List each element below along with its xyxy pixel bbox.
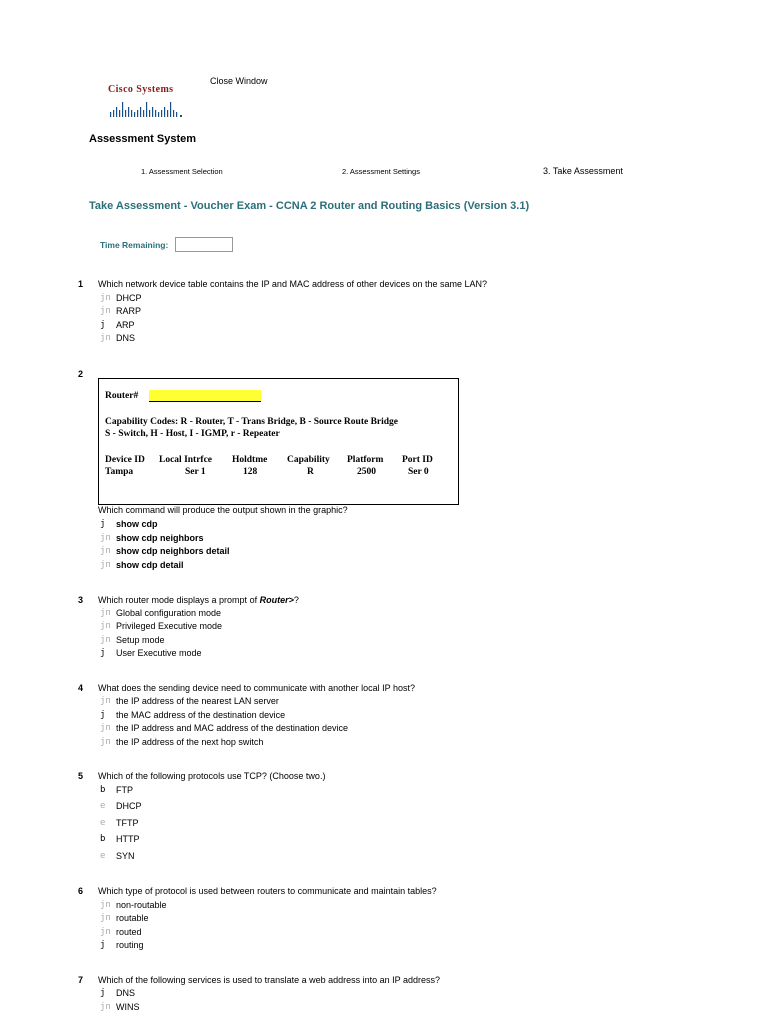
option-label: Privileged Executive mode xyxy=(116,620,223,631)
answer-option[interactable] xyxy=(100,1000,140,1013)
checkbox-icon[interactable]: e xyxy=(100,850,106,861)
question-text: Which network device table contains the IP and MAC address of other devices on the same LAN? xyxy=(98,279,488,289)
answer-option[interactable] xyxy=(100,291,142,304)
question-number: 4 xyxy=(78,683,84,693)
radio-icon[interactable]: jn xyxy=(100,912,111,923)
radio-icon[interactable]: jn xyxy=(100,926,111,937)
time-remaining-field xyxy=(175,237,233,252)
cisco-logo xyxy=(108,84,184,120)
answer-option[interactable] xyxy=(100,735,263,748)
answer-option[interactable] xyxy=(100,938,144,951)
answer-option[interactable] xyxy=(100,304,141,317)
logo-bars-icon xyxy=(108,96,184,118)
radio-icon[interactable]: jn xyxy=(100,695,111,706)
question-text: Which of the following protocols use TCP? (Choose two.) xyxy=(98,771,326,781)
question-text: Which type of protocol is used between routers to communicate and maintain tables? xyxy=(98,886,437,896)
option-label: the MAC address of the destination device xyxy=(116,709,286,720)
answer-option[interactable] xyxy=(100,898,167,911)
radio-selected-icon[interactable]: j xyxy=(100,319,106,330)
time-remaining-label: Time Remaining: xyxy=(100,240,169,250)
exhibit-cell-holdtme: 128 xyxy=(243,467,258,477)
exhibit-cell-platform: 2500 xyxy=(357,467,376,477)
radio-icon[interactable]: jn xyxy=(100,1001,111,1012)
exhibit-cell-local-intrfce: Ser 1 xyxy=(185,467,206,477)
option-label: WINS xyxy=(116,1001,140,1012)
logo-wordmark: Cisco Systems xyxy=(108,84,174,95)
answer-option[interactable] xyxy=(100,531,204,544)
option-label: the IP address of the next hop switch xyxy=(116,736,264,747)
option-label: RARP xyxy=(116,305,142,316)
question-prompt-emphasis: Router> xyxy=(259,595,294,605)
checkbox-icon[interactable]: e xyxy=(100,800,106,811)
option-label: the IP address of the nearest LAN server xyxy=(116,695,279,706)
option-label: Setup mode xyxy=(116,634,165,645)
answer-option[interactable] xyxy=(100,544,230,557)
answer-option[interactable] xyxy=(100,633,165,646)
answer-option[interactable] xyxy=(100,318,135,331)
option-label: User Executive mode xyxy=(116,647,202,658)
radio-icon[interactable]: jn xyxy=(100,607,111,618)
radio-selected-icon[interactable]: j xyxy=(100,518,106,529)
option-label: show cdp neighbors detail xyxy=(116,545,230,556)
option-label: TFTP xyxy=(116,817,139,828)
exhibit-header-capability: Capability xyxy=(287,455,330,465)
exhibit-prompt: Router# xyxy=(105,391,139,401)
exhibit-header-local-intrfce: Local Intrfce xyxy=(159,455,213,465)
radio-selected-icon[interactable]: j xyxy=(100,647,106,658)
exhibit-codes-line-1: Capability Codes: R - Router, T - Trans Bridge, B - Source Route Bridge xyxy=(105,417,399,427)
answer-option[interactable] xyxy=(100,799,142,812)
option-label: DHCP xyxy=(116,292,142,303)
question-text xyxy=(98,595,299,605)
radio-icon[interactable]: jn xyxy=(100,559,111,570)
option-label: Global configuration mode xyxy=(116,607,222,618)
radio-icon[interactable]: jn xyxy=(100,736,111,747)
radio-icon[interactable]: jn xyxy=(100,634,111,645)
answer-option[interactable] xyxy=(100,517,158,530)
option-label: routing xyxy=(116,939,144,950)
option-label: show cdp xyxy=(116,518,158,529)
answer-option[interactable] xyxy=(100,925,142,938)
exhibit-cell-device-id: Tampa xyxy=(105,467,134,477)
answer-option[interactable] xyxy=(100,986,135,999)
radio-selected-icon[interactable]: j xyxy=(100,987,106,998)
answer-option[interactable] xyxy=(100,619,222,632)
app-title: Assessment System xyxy=(89,133,197,145)
exhibit-graphic xyxy=(98,378,459,505)
step-take-assessment: 3. Take Assessment xyxy=(543,166,623,176)
radio-selected-icon[interactable]: j xyxy=(100,939,106,950)
question-text: Which command will produce the output shown in the graphic? xyxy=(98,505,348,515)
question-text-post: ? xyxy=(293,595,299,605)
answer-option[interactable] xyxy=(100,721,348,734)
answer-option[interactable] xyxy=(100,694,279,707)
answer-option[interactable] xyxy=(100,832,140,845)
option-label: SYN xyxy=(116,850,135,861)
answer-option[interactable] xyxy=(100,816,139,829)
exhibit-header-device-id: Device ID xyxy=(105,455,145,465)
radio-icon[interactable]: jn xyxy=(100,722,111,733)
question-number: 5 xyxy=(78,771,84,781)
option-label: DHCP xyxy=(116,800,142,811)
question-number: 3 xyxy=(78,595,84,605)
exhibit-cell-port-id: Ser 0 xyxy=(408,467,429,477)
option-label: FTP xyxy=(116,784,133,795)
step-assessment-settings: 2. Assessment Settings xyxy=(342,167,420,176)
question-number: 2 xyxy=(78,369,84,379)
exhibit-cell-capability: R xyxy=(307,467,314,477)
answer-option[interactable] xyxy=(100,331,135,344)
option-label: ARP xyxy=(116,319,135,330)
exhibit-header-platform: Platform xyxy=(347,455,384,465)
checkbox-checked-icon[interactable]: b xyxy=(100,784,106,795)
option-label: routed xyxy=(116,926,142,937)
question-number: 1 xyxy=(78,279,84,289)
checkbox-checked-icon[interactable]: b xyxy=(100,833,106,844)
exhibit-header-port-id: Port ID xyxy=(402,455,433,465)
option-label: non-routable xyxy=(116,899,167,910)
option-label: the IP address and MAC address of the destination device xyxy=(116,722,348,733)
radio-icon[interactable]: jn xyxy=(100,620,111,631)
radio-icon[interactable]: jn xyxy=(100,545,111,556)
option-label: routable xyxy=(116,912,149,923)
radio-icon[interactable]: jn xyxy=(100,332,111,343)
option-label: show cdp detail xyxy=(116,559,184,570)
exhibit-codes-line-2: S - Switch, H - Host, I - IGMP, r - Repeater xyxy=(105,429,280,439)
question-number: 6 xyxy=(78,886,84,896)
answer-option[interactable] xyxy=(100,849,135,862)
answer-option[interactable] xyxy=(100,708,285,721)
question-text-pre: Which router mode displays a prompt of xyxy=(98,595,260,605)
option-label: HTTP xyxy=(116,833,140,844)
step-assessment-selection: 1. Assessment Selection xyxy=(141,167,223,176)
answer-option[interactable] xyxy=(100,558,184,571)
question-text: What does the sending device need to communicate with another local IP host? xyxy=(98,683,416,693)
option-label: DNS xyxy=(116,987,136,998)
option-label: DNS xyxy=(116,332,136,343)
page-title: Take Assessment - Voucher Exam - CCNA 2 Router and Routing Basics (Version 3.1) xyxy=(89,200,530,212)
question-text: Which of the following services is used to translate a web address into an IP address? xyxy=(98,975,441,985)
close-window-link[interactable]: Close Window xyxy=(210,76,268,86)
radio-icon[interactable]: jn xyxy=(100,292,111,303)
answer-option[interactable] xyxy=(100,646,202,659)
radio-selected-icon[interactable]: j xyxy=(100,709,106,720)
option-label: show cdp neighbors xyxy=(116,532,204,543)
answer-option[interactable] xyxy=(100,606,221,619)
answer-option[interactable] xyxy=(100,911,149,924)
radio-icon[interactable]: jn xyxy=(100,899,111,910)
checkbox-icon[interactable]: e xyxy=(100,817,106,828)
question-number: 7 xyxy=(78,975,84,985)
radio-icon[interactable]: jn xyxy=(100,532,111,543)
answer-option[interactable] xyxy=(100,783,133,796)
radio-icon[interactable]: jn xyxy=(100,305,111,316)
exhibit-header-holdtme: Holdtme xyxy=(232,455,268,465)
exhibit-highlight xyxy=(149,390,261,402)
